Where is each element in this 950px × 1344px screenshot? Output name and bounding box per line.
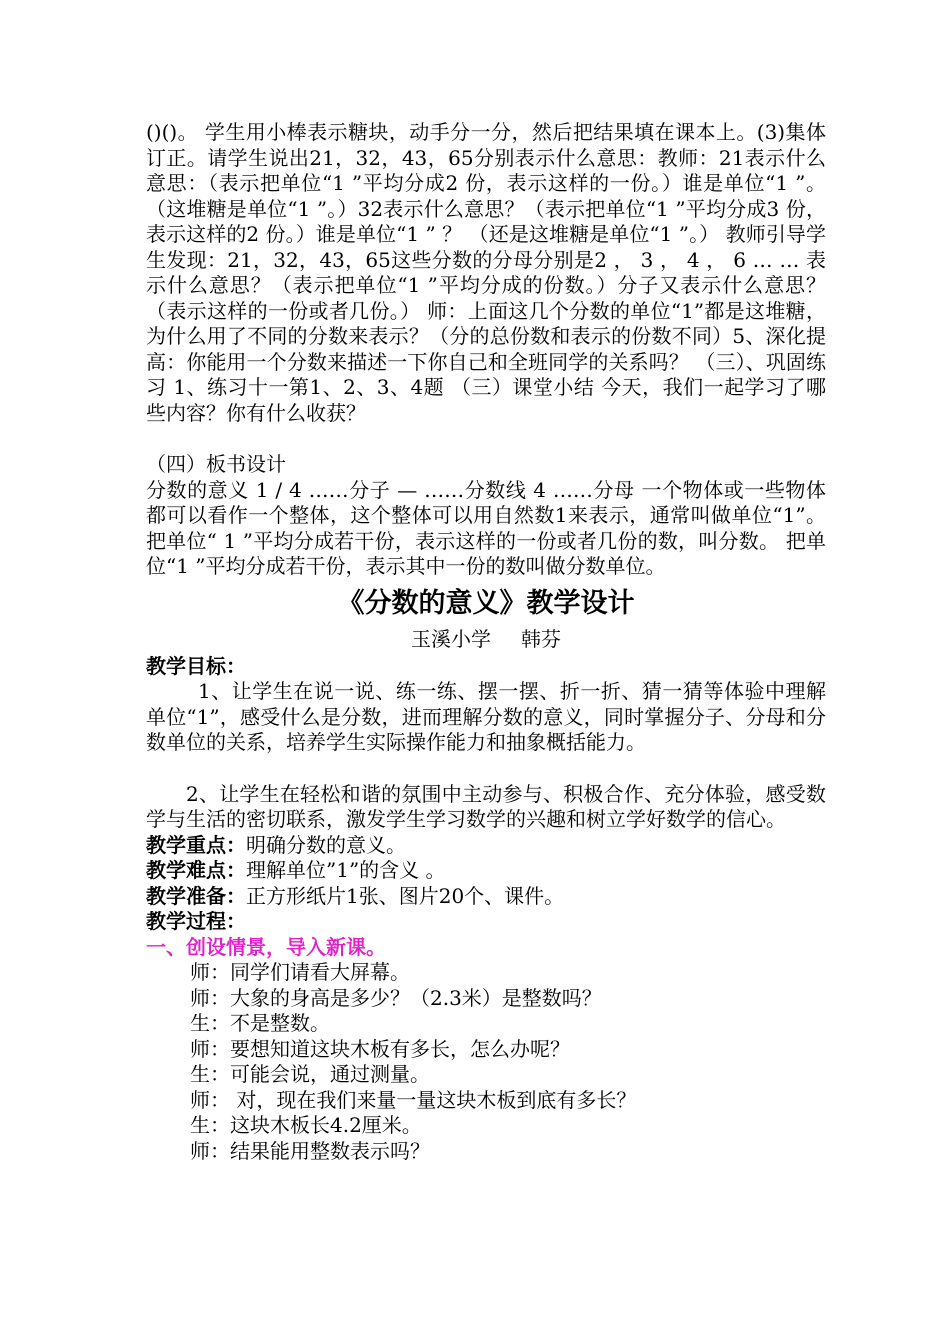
document-title: 《分数的意义》教学设计 xyxy=(337,587,635,619)
dialogue-line: 生：可能会说，通过测量。 xyxy=(190,1062,430,1086)
difficulty-label: 教学难点： xyxy=(146,858,246,882)
key-point-text: 明确分数的意义。 xyxy=(246,832,406,857)
dialogue-line: 师：大象的身高是多少？（2.3米）是整数吗？ xyxy=(190,985,602,1010)
goals-label: 教学目标： xyxy=(146,653,246,678)
author-school: 玉溪小学 xyxy=(411,626,491,651)
author-name: 韩芬 xyxy=(521,626,561,651)
preparation-text: 正方形纸片1张、图片20个、课件。 xyxy=(246,883,565,908)
author-line xyxy=(146,624,826,654)
preparation-line xyxy=(146,884,826,910)
key-point-label: 教学重点： xyxy=(146,832,246,857)
dialogue-line: 生：这块木板长4.2厘米。 xyxy=(190,1113,422,1137)
process-label: 教学过程： xyxy=(146,909,246,933)
document-page xyxy=(146,120,826,1164)
dialogue-line: 生：不是整数。 xyxy=(190,1011,330,1035)
preparation-label: 教学准备： xyxy=(146,883,246,908)
paragraph-lesson-review: ()()。 学生用小棒表示糖块，动手分一分，然后把结果填在课本上。(3)集体订正。请学生说出21，32，43，65分别表示什么意思：教师：21表示什么意思：（表示把单位“1 ”平均分成2 份，表示这样的一份。）谁是单位“1 ”。（这堆糖是单位“1 ”。）32表示什么意思？（表示把单位“1 ”平均分成3 份，表示这样的2 份。）谁是单位“1 ” ？ （还是这堆糖是单位“1 ”。） 教师引导学生发现：21，32，43，65这些分数的分母分别是2 ， 3 ， 4 ， 6 … … 表示什么意思？（表示把单位“1 ”平均分成的份数。）分子又表示什么意思？（表示这样的一份或者几份。） 师：上面这几个分数的单位“1”都是这堆糖，为什么用了不同的分数来表示？（分的总份数和表示的份数不同）5、深化提高：你能用一个分数来描述一下你自己和全班同学的关系吗？ （三）、巩固练习 1、练习十一第1、2、3、4题 （三）课堂小结 今天，我们一起学习了哪些内容？你有什么收获？ xyxy=(146,120,826,425)
difficulty-line xyxy=(146,858,826,884)
goal-item-1: 1、让学生在说一说、练一练、摆一摆、折一折、猜一猜等体验中理解单位“1”，感受什么是分数，进而理解分数的意义，同时掌握分子、分母和分数单位的关系，培养学生实际操作能力和抽象概括能力。 xyxy=(146,679,826,754)
key-point-line xyxy=(146,833,826,859)
difficulty-text: 理解单位”1”的含义 。 xyxy=(246,858,446,882)
board-design-body: 分数的意义 1 / 4 ……分子 — ……分数线 4 ……分母 一个物体或一些物体都可以看作一个整体，这个整体可以用自然数1来表示，通常叫做单位“1”。 把单位“ 1 ”平均分成若干份，表示这样的一份或者几份的数，叫分数。 把单位“1 ”平均分成若干份，表示其中一份的数叫做分数单位。 xyxy=(146,477,826,578)
dialogue-line: 师：同学们请看大屏幕。 xyxy=(190,960,410,984)
board-design-heading: （四）板书设计 xyxy=(146,452,286,476)
dialogue-line: 师：结果能用整数表示吗？ xyxy=(190,1138,430,1163)
spacer xyxy=(146,756,826,782)
goal-item-2: 2、让学生在轻松和谐的氛围中主动参与、积极合作、充分体验，感受数学与生活的密切联系，激发学生学习数学的兴趣和树立学好数学的信心。 xyxy=(146,781,826,831)
dialogue-line: 师：要想知道这块木板有多长，怎么办呢？ xyxy=(190,1036,570,1061)
spacer xyxy=(146,426,826,452)
dialogue-line: 师： 对，现在我们来量一量这块木板到底有多长？ xyxy=(190,1087,637,1112)
section-heading-1: 一、创设情景，导入新课。 xyxy=(146,934,386,959)
